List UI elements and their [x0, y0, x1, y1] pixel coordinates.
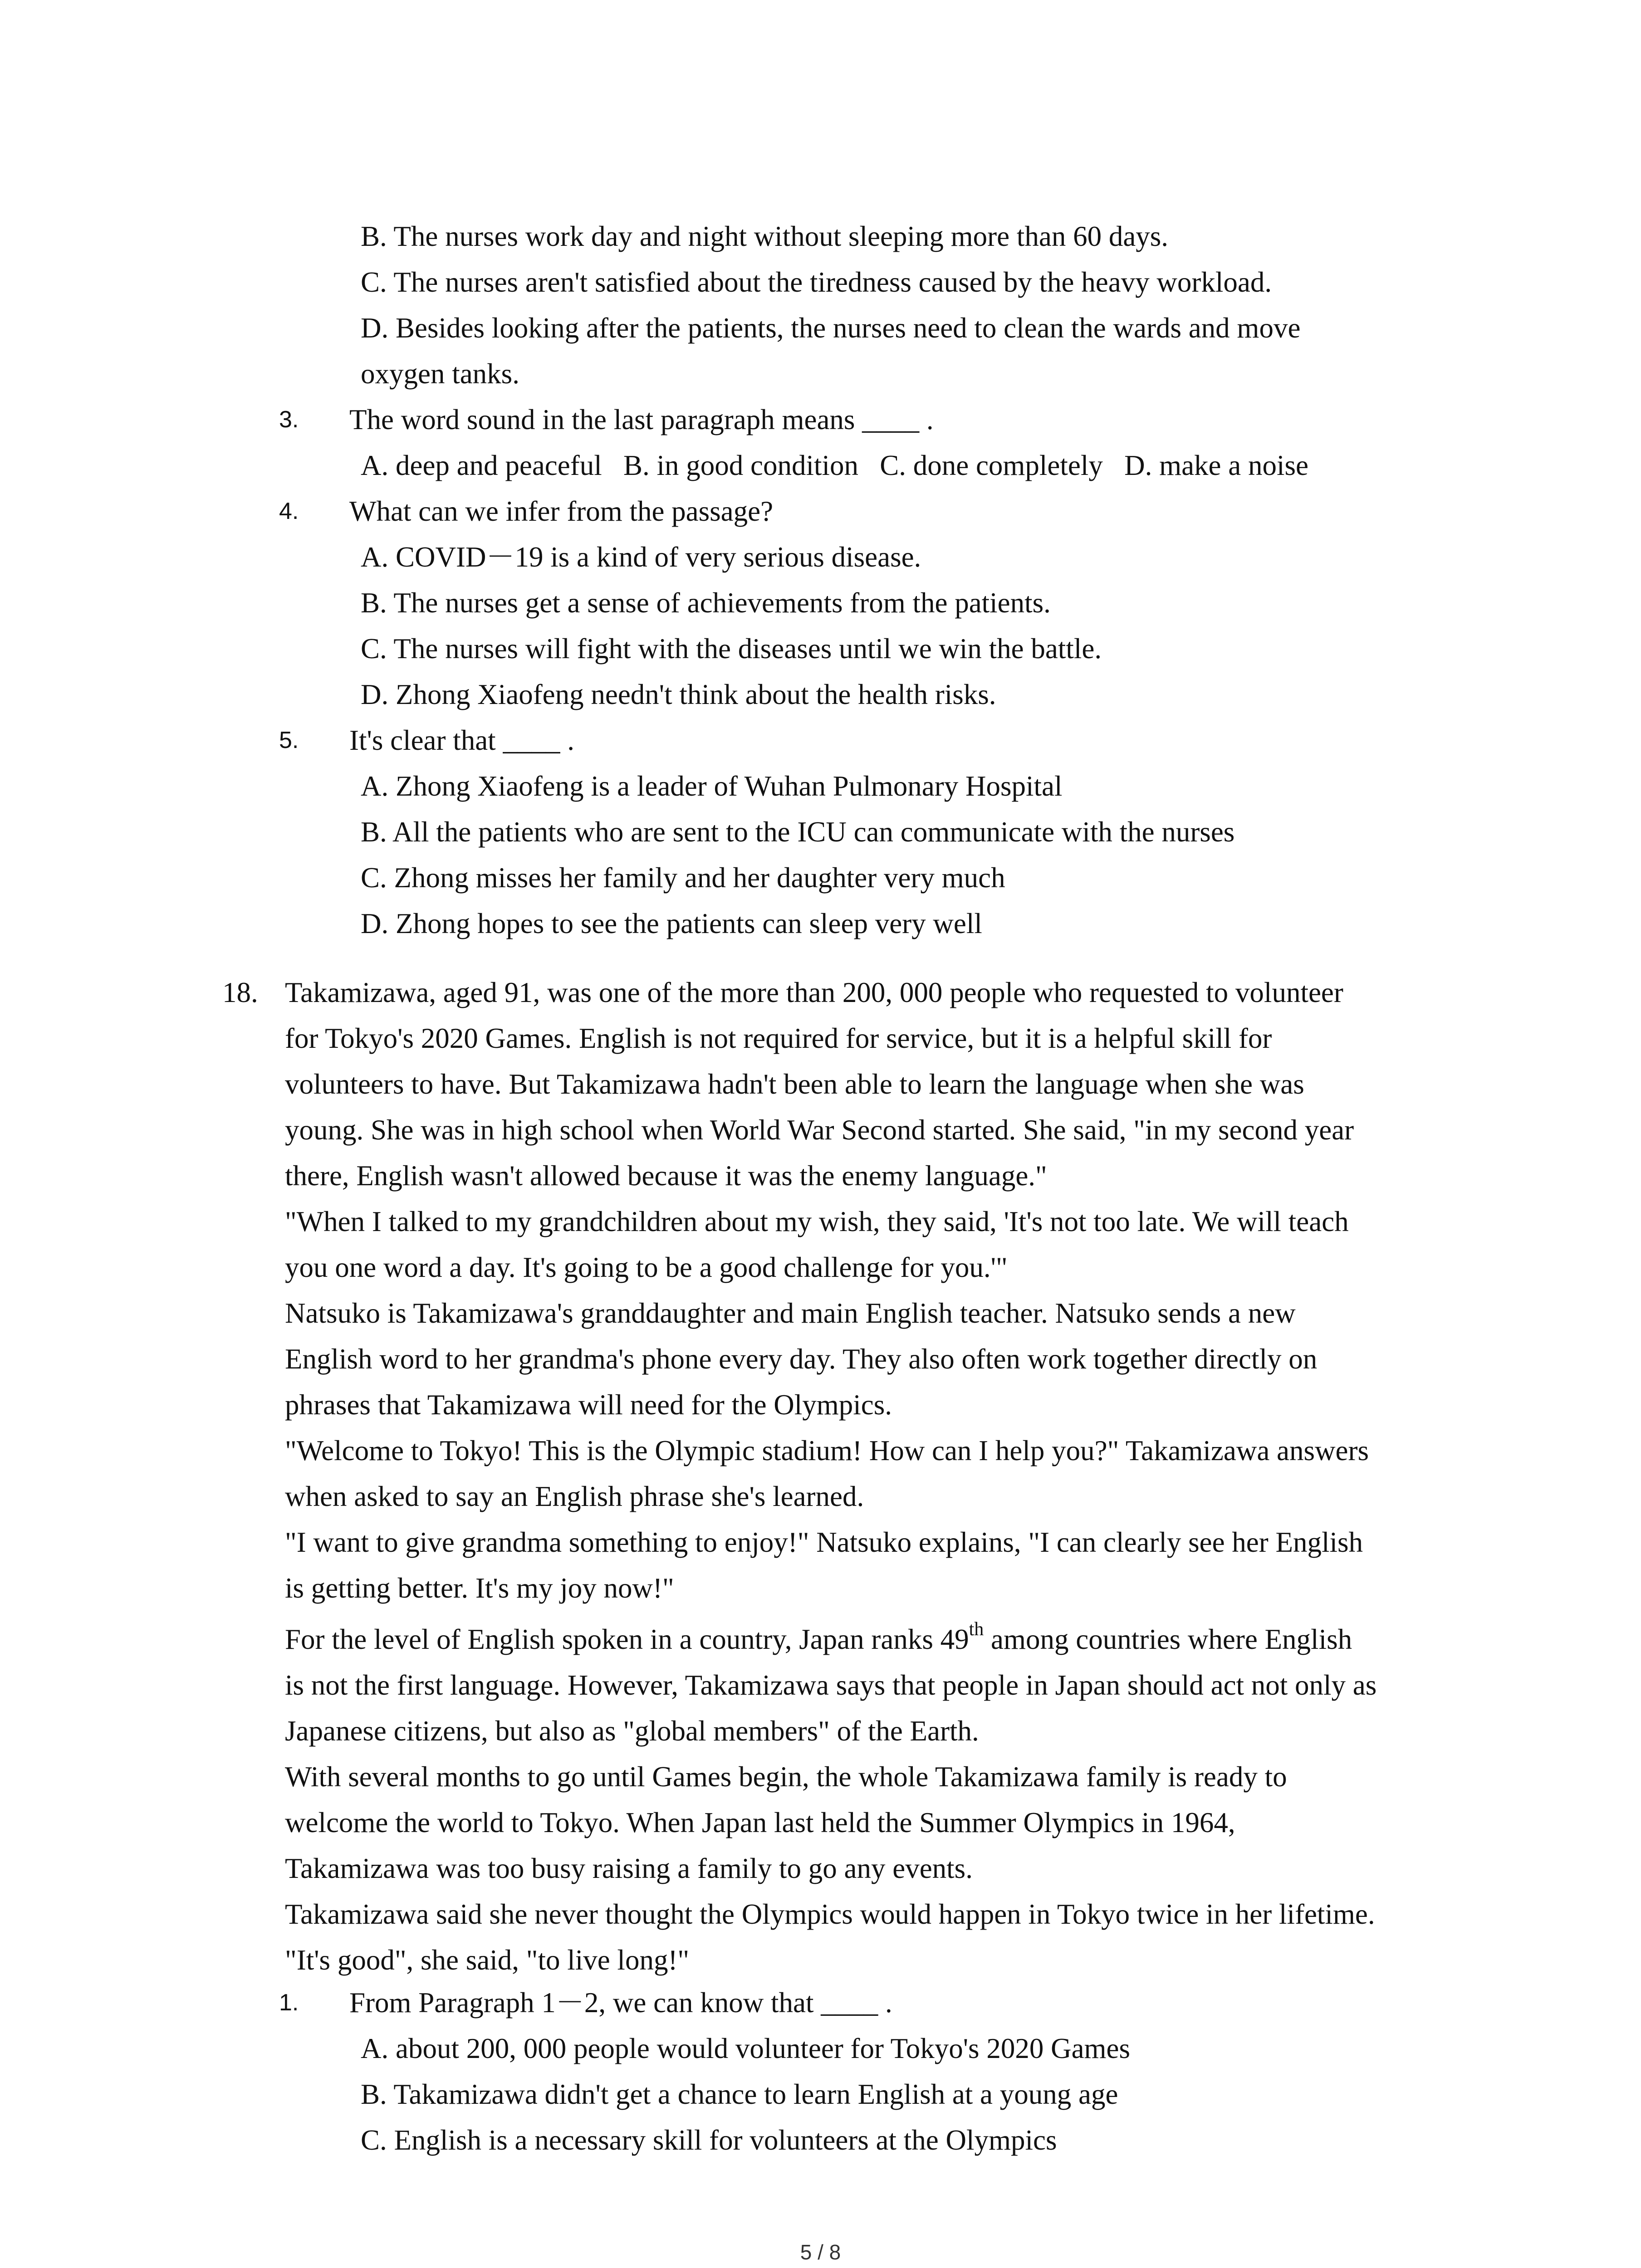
option-a: A. Zhong Xiaofeng is a leader of Wuhan Pulmonary Hospital: [361, 770, 1063, 802]
option-a: A. COVID－19 is a kind of very serious disease.: [361, 541, 921, 573]
passage-line: when asked to say an English phrase she's learned.: [285, 1481, 864, 1512]
passage-line: welcome the world to Tokyo. When Japan last held the Summer Olympics in 1964,: [285, 1807, 1235, 1838]
passage-line: Japanese citizens, but also as "global members" of the Earth.: [285, 1715, 979, 1747]
option-b: B. Takamizawa didn't get a chance to learn English at a young age: [361, 2078, 1118, 2110]
option-d: D. Besides looking after the patients, the nurses need to clean the wards and move: [361, 312, 1301, 344]
passage-line: young. She was in high school when World War Second started. She said, "in my second year: [285, 1114, 1354, 1146]
question-number: 4.: [279, 498, 299, 524]
option-a: A. about 200, 000 people would volunteer for Tokyo's 2020 Games: [361, 2033, 1131, 2064]
passage-line: there, English wasn't allowed because it was the enemy language.": [285, 1160, 1047, 1192]
question-stem: The word sound in the last paragraph means ____ .: [349, 404, 934, 435]
passage-line: you one word a day. It's going to be a good challenge for you.'": [285, 1251, 1008, 1283]
question-stem: It's clear that ____ .: [349, 724, 574, 756]
option-d: D. Zhong Xiaofeng needn't think about the health risks.: [361, 679, 996, 710]
q5-options: [361, 763, 1234, 947]
q4-options: [361, 534, 1102, 718]
passage-line: is not the first language. However, Takamizawa says that people in Japan should act not only as: [285, 1669, 1377, 1701]
rank-text-after: among countries where English: [984, 1623, 1352, 1655]
option-b: B. The nurses work day and night without sleeping more than 60 days.: [361, 220, 1169, 252]
passage-line: "Welcome to Tokyo! This is the Olympic stadium! How can I help you?" Takamizawa answers: [285, 1435, 1369, 1466]
question-number: 5.: [279, 727, 299, 753]
question-stem: What can we infer from the passage?: [349, 495, 774, 527]
question-number: 3.: [279, 406, 299, 433]
passage-line: Natsuko is Takamizawa's granddaughter and main English teacher. Natsuko sends a new: [285, 1297, 1296, 1329]
option-c: C. English is a necessary skill for volunteers at the Olympics: [361, 2124, 1057, 2156]
option-d-continued: oxygen tanks.: [361, 358, 519, 390]
passage-line: With several months to go until Games begin, the whole Takamizawa family is ready to: [285, 1761, 1287, 1793]
q3-options: [361, 443, 1308, 489]
option-d: D. Zhong hopes to see the patients can sleep very well: [361, 908, 982, 939]
option-c: C. The nurses will fight with the diseases until we win the battle.: [361, 633, 1102, 665]
passage-line: "When I talked to my grandchildren about my wish, they said, 'It's not too late. We will teach: [285, 1206, 1349, 1237]
passage-line: is getting better. It's my joy now!": [285, 1572, 674, 1604]
passage-line: "It's good", she said, "to live long!": [285, 1944, 690, 1976]
option-c: C. The nurses aren't satisfied about the tiredness caused by the heavy workload.: [361, 266, 1272, 298]
q2-options-tail: [361, 214, 1300, 397]
rank-text-before: For the level of English spoken in a country, Japan ranks 49: [285, 1623, 969, 1655]
question-number-18: 18.: [222, 977, 258, 1008]
passage-line: Takamizawa was too busy raising a family to go any events.: [285, 1853, 973, 1884]
passage-line: Takamizawa said she never thought the Olympics would happen in Tokyo twice in her lifetime.: [285, 1898, 1375, 1930]
question-number: 1.: [279, 1989, 299, 2016]
q18-1-options: [361, 2026, 1130, 2163]
passage-line: English word to her grandma's phone every day. They also often work together directly on: [285, 1343, 1318, 1375]
option-c: C. Zhong misses her family and her daughter very much: [361, 862, 1005, 894]
passage-line: for Tokyo's 2020 Games. English is not required for service, but it is a helpful skill for: [285, 1022, 1272, 1054]
option-b: B. All the patients who are sent to the ICU can communicate with the nurses: [361, 816, 1235, 848]
passage-line: volunteers to have. But Takamizawa hadn't been able to learn the language when she was: [285, 1068, 1304, 1100]
page-number: 5 / 8: [800, 2240, 841, 2264]
options-line: A. deep and peaceful B. in good condition C. done completely D. make a noise: [361, 450, 1308, 481]
question-stem: From Paragraph 1－2, we can know that ____ .: [349, 1987, 892, 2019]
passage-line-rank: [285, 1611, 1510, 1662]
ordinal-suffix: th: [969, 1619, 984, 1640]
passage-line: Takamizawa, aged 91, was one of the more than 200, 000 people who requested to volunteer: [285, 977, 1343, 1008]
passage-line: "I want to give grandma something to enjoy!" Natsuko explains, "I can clearly see her English: [285, 1526, 1363, 1558]
option-b: B. The nurses get a sense of achievements from the patients.: [361, 587, 1051, 619]
reading-passage: [285, 970, 1510, 1983]
passage-line: phrases that Takamizawa will need for the Olympics.: [285, 1389, 892, 1421]
